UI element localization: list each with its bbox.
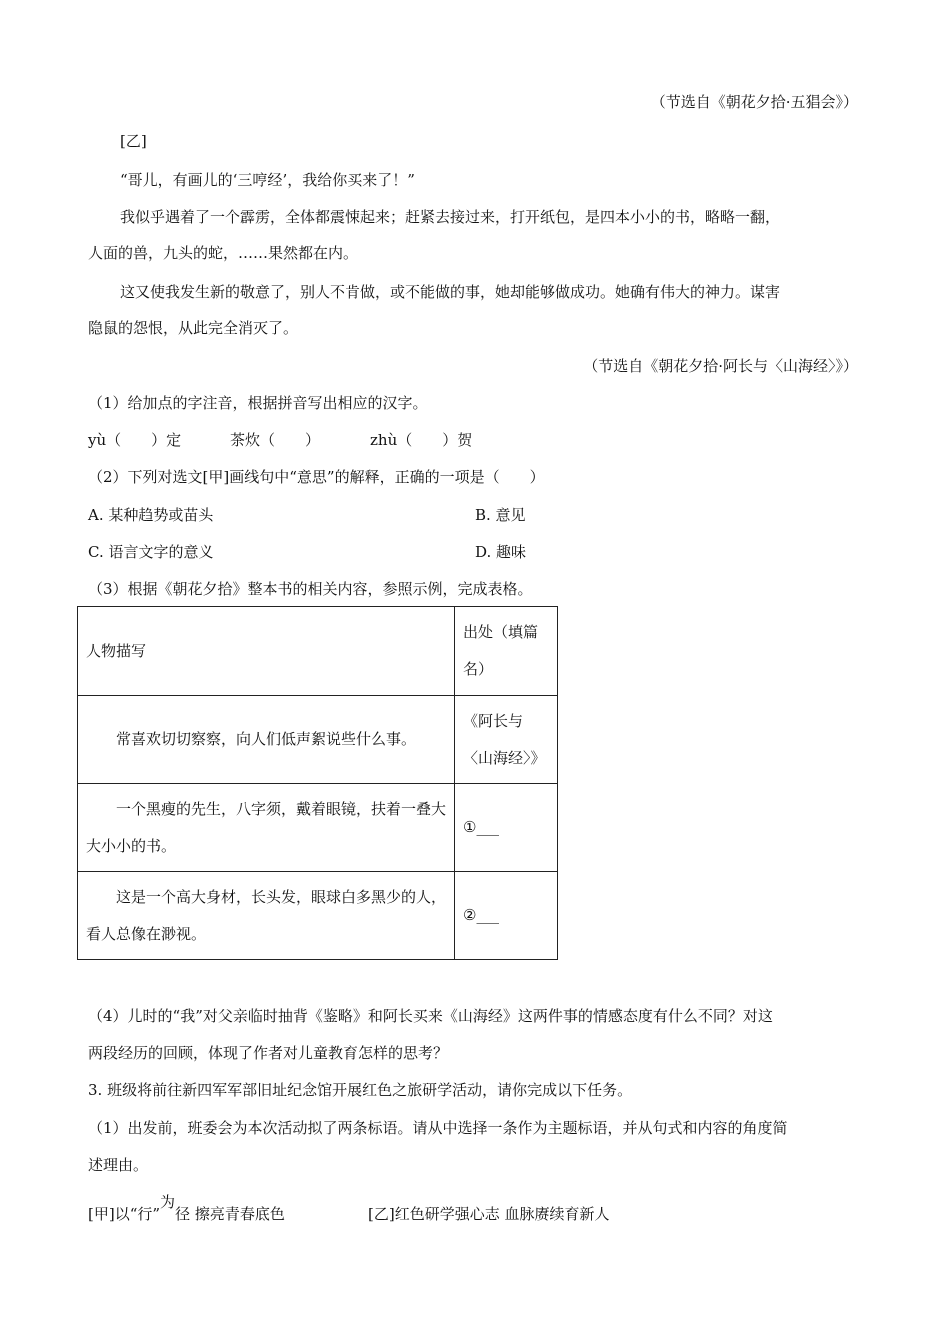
table-header-source: 出处（填篇名） — [455, 607, 558, 696]
question-4-line-2: 两段经历的回顾，体现了作者对儿童教育怎样的思考？ — [88, 1044, 449, 1062]
table-cell-description: 常喜欢切切察察，向人们低声絮说些什么事。 — [78, 696, 455, 784]
paragraph-3-line-2: 隐鼠的怨恨，从此完全消灭了。 — [88, 319, 299, 337]
task-3-q1-line-1: （1）出发前，班委会为本次活动拟了两条标语。请从中选择一条作为主题标语，并从句式和内容的角度简 — [88, 1119, 788, 1137]
table-cell-description: 这是一个高大身材，长头发，眼球白多黑少的人，看人总像在渺视。 — [78, 872, 455, 960]
option-b: B. 意见 — [475, 506, 526, 524]
q1-item-chachui: 茶炊（ ） — [230, 431, 321, 449]
question-4-line-1: （4）儿时的“我”对父亲临时抽背《鉴略》和阿长买来《山海经》这两件事的情感态度有什么不同？对这 — [88, 1007, 773, 1025]
source-citation-a: （节选自《朝花夕拾·五猖会》） — [650, 93, 858, 111]
source-citation-b: （节选自《朝花夕拾·阿长与〈山海经〉》） — [583, 357, 858, 375]
slogan-jia-post: 径 擦亮青春底色 — [175, 1205, 285, 1223]
table-cell-source: 《阿长与〈山海经〉》 — [455, 696, 558, 784]
table-header-row — [78, 607, 558, 696]
question-2: （2）下列对选文[甲]画线句中“意思”的解释，正确的一项是（ ） — [88, 468, 545, 486]
question-3: （3）根据《朝花夕拾》整本书的相关内容，参照示例，完成表格。 — [88, 580, 533, 598]
paragraph-1: “哥儿，有画儿的‘三哼经’，我给你买来了！” — [120, 171, 415, 189]
table-cell-source-blank[interactable]: ①___ — [455, 784, 558, 872]
table-header-description: 人物描写 — [78, 607, 455, 696]
question-1: （1）给加点的字注音，根据拼音写出相应的汉字。 — [88, 394, 428, 412]
table-row — [78, 872, 558, 960]
task-3-q1-line-2: 述理由。 — [88, 1156, 149, 1174]
table-row — [78, 784, 558, 872]
paragraph-2-line-1: 我似乎遇着了一个霹雳，全体都震悚起来；赶紧去接过来，打开纸包，是四本小小的书，略略一翻， — [120, 208, 781, 226]
paragraph-3-line-1: 这又使我发生新的敬意了，别人不肯做，或不能做的事，她却能够做成功。她确有伟大的神力。谋害 — [120, 283, 781, 301]
slogan-jia — [88, 1193, 285, 1224]
option-c: C. 语言文字的意义 — [88, 543, 214, 561]
table-cell-source-blank[interactable]: ②___ — [455, 872, 558, 960]
task-3-title: 3. 班级将前往新四军军部旧址纪念馆开展红色之旅研学活动，请你完成以下任务。 — [88, 1081, 633, 1099]
option-a: A. 某种趋势或苗头 — [88, 506, 214, 524]
paragraph-2-line-2: 人面的兽，九头的蛇，……果然都在内。 — [88, 244, 359, 262]
table-cell-description: 一个黑瘦的先生，八字须，戴着眼镜，扶着一叠大大小小的书。 — [78, 784, 455, 872]
table-row — [78, 696, 558, 784]
slogan-jia-pre: [甲]以“行” — [88, 1205, 161, 1223]
slogan-jia-sup: 为 — [160, 1193, 176, 1211]
character-table — [77, 606, 558, 960]
section-label-yi: [乙] — [120, 132, 147, 150]
q1-item-zhu: zhù（ ）贺 — [370, 431, 473, 449]
slogan-yi: [乙]红色研学强心志 血脉赓续育新人 — [368, 1205, 610, 1223]
option-d: D. 趣味 — [475, 543, 527, 561]
q1-item-yu: yù（ ）定 — [88, 431, 182, 449]
